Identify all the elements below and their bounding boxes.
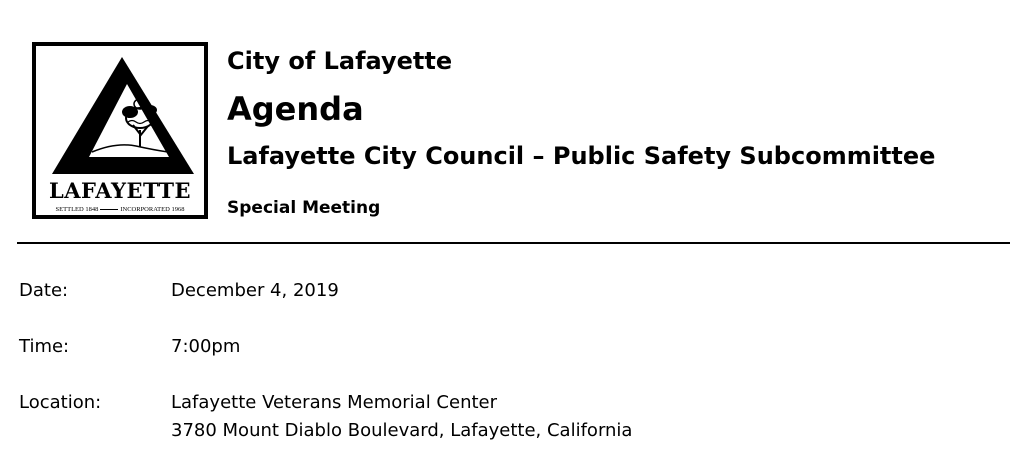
header-divider	[17, 242, 1010, 244]
city-name: City of Lafayette	[227, 47, 453, 75]
location-label: Location:	[19, 392, 102, 413]
logo-wordmark: LAFAYETTE	[49, 178, 191, 203]
logo-tagline	[36, 206, 204, 214]
committee-name: Lafayette City Council – Public Safety Subcommittee	[227, 142, 936, 170]
date-value: December 4, 2019	[171, 280, 339, 301]
time-label: Time:	[19, 336, 70, 357]
meeting-type: Special Meeting	[227, 198, 381, 218]
date-label: Date:	[19, 280, 69, 301]
location-address: 3780 Mount Diablo Boulevard, Lafayette, California	[171, 420, 633, 441]
logo-tagline-rule	[100, 209, 118, 210]
location-venue: Lafayette Veterans Memorial Center	[171, 392, 498, 413]
logo-tagline-incorporated: INCORPORATED 1968	[120, 206, 185, 213]
logo-tagline-settled: SETTLED 1848	[55, 206, 99, 213]
document-title: Agenda	[227, 90, 364, 128]
city-logo	[32, 42, 208, 219]
time-value: 7:00pm	[171, 336, 241, 357]
